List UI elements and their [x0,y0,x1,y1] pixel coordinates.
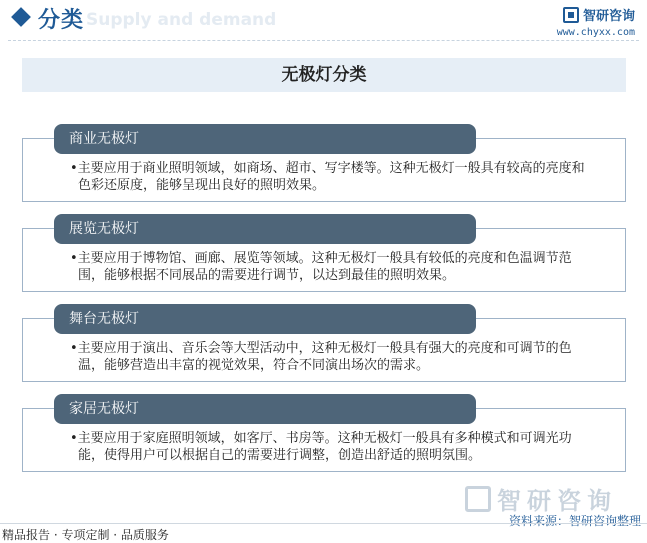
card-description: • 主要应用于演出、音乐会等大型活动中，这种无极灯一般具有强大的亮度和可调节的色温，能够营造出丰富的视觉效果，符合不同演出场次的需求。 [70,340,590,374]
card-label: 展览无极灯 [54,214,476,244]
card-label: 舞台无极灯 [54,304,476,334]
footer-watermark [465,481,617,516]
header-ghost-text: Supply and demand [86,10,277,30]
header [0,0,647,36]
card-description: • 主要应用于家庭照明领域，如客厅、书房等。这种无极灯一般具有多种模式和可调光功能，使得用户可以根据自己的需要进行调整，创造出舒适的照明氛围。 [70,430,590,464]
watermark-logo-icon [465,486,491,512]
card-label: 家居无极灯 [54,394,476,424]
card-label: 商业无极灯 [54,124,476,154]
card-description: • 主要应用于博物馆、画廊、展览等领域。这种无极灯一般具有较低的亮度和色温调节范围，能够根据不同展品的需要进行调节，以达到最佳的照明效果。 [70,250,590,284]
watermark-text: 智研咨询 [497,487,617,515]
header-divider [8,40,639,41]
page-title: 分类 [38,8,85,33]
brand-url: www.chyxx.com [556,27,635,38]
brand [557,5,635,38]
footer-divider [0,523,647,524]
brand-logo-icon [563,7,579,23]
card-description: • 主要应用于商业照明领域，如商场、超市、写字楼等。这种无极灯一般具有较高的亮度和色彩还原度，能够呈现出良好的照明效果。 [70,160,590,194]
section-banner: 无极灯分类 [22,58,626,92]
footer-slogan: 精品报告 · 专项定制 · 品质服务 [2,528,169,542]
diamond-icon [11,7,31,27]
brand-name: 智研咨询 [582,9,635,24]
source-note: 资料来源：智研咨询整理 [508,514,641,528]
